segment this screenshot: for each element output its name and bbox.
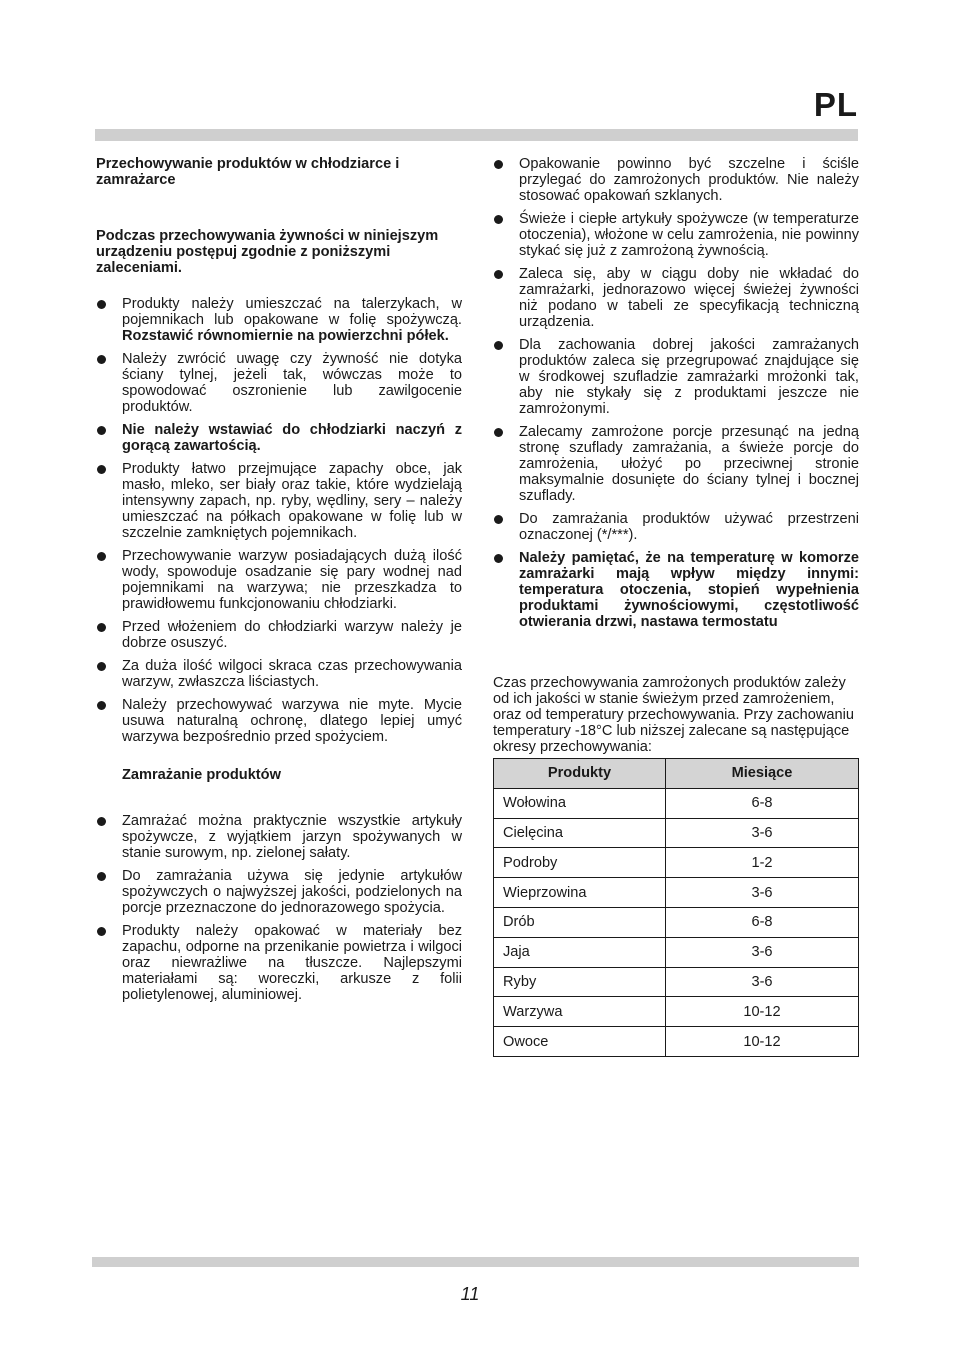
list-item	[493, 424, 859, 504]
fridge-tips-list	[96, 296, 462, 745]
list-item-text: Do zamrażania produktów używać przestrzeni oznaczonej (*/***).	[519, 511, 859, 543]
bullet-icon	[97, 662, 106, 671]
bullet-icon	[97, 465, 106, 474]
product-cell: Wieprzowina	[494, 878, 666, 908]
list-item-bold-text: Rozstawić równomiernie na powierzchni półek.	[122, 328, 449, 344]
list-item	[96, 422, 462, 454]
table-row	[494, 997, 859, 1027]
product-cell: Podroby	[494, 848, 666, 878]
months-cell: 6-8	[666, 907, 859, 937]
right-column	[493, 156, 859, 755]
list-item	[493, 550, 859, 630]
list-item	[96, 619, 462, 651]
table-row	[494, 907, 859, 937]
bullet-icon	[97, 426, 106, 435]
list-item-text: Produkty łatwo przejmujące zapachy obce, jak masło, mleko, ser biały oraz takie, które wydzielają intensywny zapach, np. ryby, wędliny, sery – należy umieszczać na półkach opakowane w folię lub w szczelnie zamkniętych pojemnikach.	[122, 461, 462, 541]
list-item	[493, 211, 859, 259]
table-row	[494, 937, 859, 967]
months-cell: 3-6	[666, 818, 859, 848]
list-item-bold-text: Należy pamiętać, że na temperaturę w komorze zamrażarki mają wpływ między innymi: temperatura otoczenia, stopień wypełnienia produktami żywnościowymi, częstotliwość otwierania drzwi, nastawa termostatu	[519, 550, 859, 630]
table-row	[494, 1027, 859, 1057]
left-column	[96, 156, 462, 1010]
bullet-icon	[97, 355, 106, 364]
list-item-text: Świeże i ciepłe artykuły spożywcze (w temperaturze otoczenia), włożone w celu zamrożenia, nie powinny stykać się już z zamrożoną żywnością.	[519, 211, 859, 259]
bullet-icon	[97, 701, 106, 710]
list-item-bold-text: Nie należy wstawiać do chłodziarki naczyń z gorącą zawartością.	[122, 422, 462, 454]
list-item	[96, 923, 462, 1003]
list-item	[96, 296, 462, 344]
months-cell: 10-12	[666, 997, 859, 1027]
list-item	[96, 461, 462, 541]
freezer-tips-list-continued	[493, 156, 859, 630]
months-cell: 3-6	[666, 967, 859, 997]
storage-times-table	[493, 758, 859, 1057]
page-number: 11	[460, 1284, 480, 1304]
list-item-text: Produkty należy opakować w materiały bez zapachu, odporne na przenikanie powietrza i wilgoci oraz niewrażliwe na tłuszcze. Najlepszymi materiałami są: woreczki, arkusze z folii polietylenowej, aluminiowej.	[122, 923, 462, 1003]
freezer-tips-list	[96, 813, 462, 1003]
bullet-icon	[97, 623, 106, 632]
list-item-text: Za duża ilość wilgoci skraca czas przechowywania warzyw, zwłaszcza liściastych.	[122, 658, 462, 690]
table-row	[494, 848, 859, 878]
bullet-icon	[494, 160, 503, 169]
bullet-icon	[97, 927, 106, 936]
list-item	[96, 813, 462, 861]
footer-divider	[92, 1257, 859, 1267]
table-row	[494, 967, 859, 997]
bullet-icon	[97, 872, 106, 881]
months-cell: 6-8	[666, 788, 859, 818]
list-item	[493, 337, 859, 417]
bullet-icon	[494, 270, 503, 279]
list-item	[493, 156, 859, 204]
section-heading: Przechowywanie produktów w chłodziarce i zamrażarce	[96, 156, 400, 188]
list-item	[96, 658, 462, 690]
table-row	[494, 878, 859, 908]
list-item-text: Do zamrażania używa się jedynie artykułów spożywczych o najwyższej jakości, podzielonych na porcje przeznaczone do jednorazowego spożycia.	[122, 868, 462, 916]
bullet-icon	[494, 341, 503, 350]
product-cell: Owoce	[494, 1027, 666, 1057]
list-item-text: Zamrażać można praktycznie wszystkie artykuły spożywcze, z wyjątkiem jarzyn spożywanych w stanie surowym, np. zielonej sałaty.	[122, 813, 462, 861]
language-label: PL	[813, 86, 858, 123]
bullet-icon	[97, 817, 106, 826]
list-item	[493, 266, 859, 330]
list-item-text: Dla zachowania dobrej jakości zamrażanych produktów zaleca się przegrupować znajdujące się w środkowej szufladzie zamrażarki mrożonki tak, aby nie stykały się z produktami jeszcze nie zamrożonymi.	[519, 337, 859, 417]
list-item	[96, 697, 462, 745]
months-cell: 1-2	[666, 848, 859, 878]
list-item	[96, 868, 462, 916]
storage-paragraph: Czas przechowywania zamrożonych produktów zależy od ich jakości w stanie świeżym przed zamrożeniem, oraz od temperatury przechowywania. Przy zachowaniu temperatury -18°C lub niższej zalecane są następujące okresy przechowywania:	[493, 675, 854, 755]
bullet-icon	[97, 300, 106, 309]
list-item	[96, 548, 462, 612]
product-cell: Wołowina	[494, 788, 666, 818]
table-row	[494, 788, 859, 818]
header-products: Produkty	[494, 759, 666, 789]
header-months: Miesiące	[666, 759, 859, 789]
list-item-text: Należy zwrócić uwagę czy żywność nie dotyka ściany tylnej, jeżeli tak, wówczas może to spowodować oszronienie lub zawilgocenie produktów.	[122, 351, 462, 415]
product-cell: Jaja	[494, 937, 666, 967]
list-item	[96, 351, 462, 415]
header-divider	[95, 129, 858, 141]
table-row	[494, 818, 859, 848]
bullet-icon	[494, 215, 503, 224]
bullet-icon	[494, 515, 503, 524]
product-cell: Drób	[494, 907, 666, 937]
months-cell: 3-6	[666, 937, 859, 967]
product-cell: Ryby	[494, 967, 666, 997]
list-item-text: Zaleca się, aby w ciągu doby nie wkładać do zamrażarki, jednorazowo więcej świeżej żywności niż podano w tabeli ze specyfikacją techniczną urządzenia.	[519, 266, 859, 330]
list-item-text: Opakowanie powinno być szczelne i ściśle przylegać do zamrożonych produktów. Nie należy stosować opakowań szklanych.	[519, 156, 859, 204]
bullet-icon	[494, 428, 503, 437]
product-cell: Cielęcina	[494, 818, 666, 848]
months-cell: 10-12	[666, 1027, 859, 1057]
product-cell: Warzywa	[494, 997, 666, 1027]
bullet-icon	[494, 554, 503, 563]
list-item-text: Należy przechowywać warzywa nie myte. Mycie usuwa naturalną ochronę, dlatego lepiej umyć warzywa bezpośrednio przed spożyciem.	[122, 697, 462, 745]
months-cell: 3-6	[666, 878, 859, 908]
table-header-row	[494, 759, 859, 789]
bullet-icon	[97, 552, 106, 561]
intro-paragraph: Podczas przechowywania żywności w niniejszym urządzeniu postępuj zgodnie z poniższymi zaleceniami.	[96, 228, 439, 276]
list-item-text: Produkty należy umieszczać na talerzykach, w pojemnikach lub opakowane w folię spożywczą.	[122, 296, 462, 328]
list-item	[493, 511, 859, 543]
list-item-text: Przechowywanie warzyw posiadających dużą ilość wody, spowoduje osadzanie się pary wodnej nad pojemnikami na warzywa; nie przeszkadza to prawidłowemu funkcjonowaniu chłodziarki.	[122, 548, 462, 612]
freezing-heading: Zamrażanie produktów	[122, 767, 281, 783]
list-item-text: Przed włożeniem do chłodziarki warzyw należy je dobrze osuszyć.	[122, 619, 462, 651]
list-item-text: Zalecamy zamrożone porcje przesunąć na jedną stronę szuflady zamrażania, a świeże porcje do zamrożenia, ułożyć po przeciwnej stronie maksymalnie dosunięte do ściany tylnej i bocznej szuflady.	[519, 424, 859, 504]
